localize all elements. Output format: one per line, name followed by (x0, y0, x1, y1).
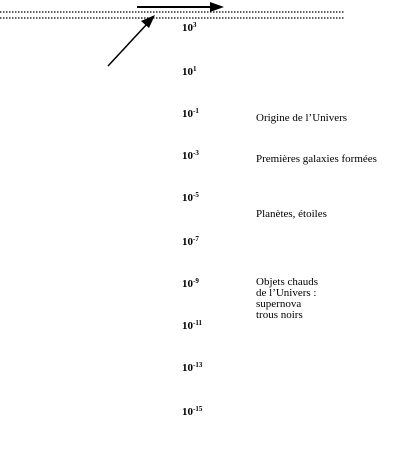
scale-label-1e-7: $10^{-7}$ (182, 235, 199, 248)
scale-label-1e1: $10^1$ (182, 65, 197, 78)
scale-label-1e-9: $10^{-9}$ (182, 277, 199, 290)
scale-label-1e-1: $10^{-1}$ (182, 107, 199, 120)
horizontal-arrow (137, 2, 224, 12)
scale-label-1e-11: $10^{-11}$ (182, 319, 202, 332)
scale-label-1e-15: $10^{-15}$ (182, 405, 203, 418)
scale-label-1e3: $10^3$ (182, 21, 197, 34)
diagonal-arrow (108, 15, 155, 66)
label-hot-objects-line: Objets chauds (256, 276, 319, 288)
label-planets: Planètes, étoiles (256, 208, 327, 220)
label-hot-objects-line: de l’Univers : (256, 287, 317, 299)
label-galaxies: Premières galaxies formées (256, 153, 377, 165)
label-hot-objects (256, 277, 318, 321)
scale-label-1e-13: $10^{-13}$ (182, 361, 203, 374)
label-hot-objects-line: supernova (256, 298, 302, 310)
scale-label-1e-5: $10^{-5}$ (182, 191, 199, 204)
label-hot-objects-line: trous noirs (256, 309, 303, 321)
scale-label-1e-3: $10^{-3}$ (182, 149, 199, 162)
label-origin: Origine de l’Univers (256, 112, 348, 124)
